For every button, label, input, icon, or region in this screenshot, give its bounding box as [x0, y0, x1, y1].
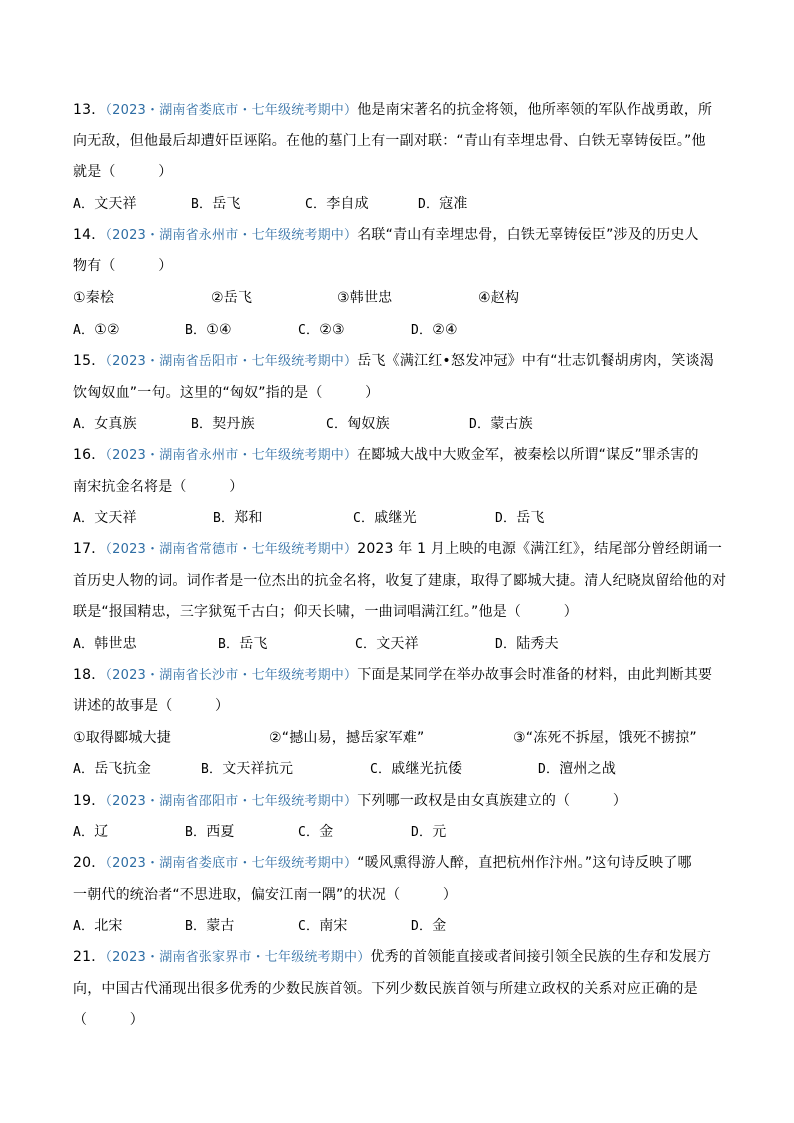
question-source: （2023・湖南省娄底市・七年级统考期中）: [105, 103, 358, 118]
item-1: ①取得郾城大捷: [73, 730, 171, 746]
question-14-stem: [73, 225, 699, 246]
question-text: 物有（ ）: [73, 258, 173, 274]
question-text: 一朝代的统治者“不思进取，偏安江南一隅”的状况（ ）: [73, 887, 458, 903]
item-2: ②岳飞: [211, 290, 253, 306]
option-a[interactable]: A．①②: [73, 322, 120, 338]
question-20-stem: [73, 853, 692, 874]
option-b[interactable]: B．郑和: [213, 510, 263, 526]
question-source: （2023・湖南省岳阳市・七年级统考期中）: [105, 354, 358, 369]
question-text: 首历史人物的词。词作者是一位杰出的抗金名将，收复了建康，取得了郾城大捷。清人纪晓岚留给他的对: [73, 573, 727, 589]
option-d[interactable]: D．岳飞: [495, 510, 545, 526]
option-d[interactable]: D．金: [411, 918, 447, 934]
option-b[interactable]: B．契丹族: [191, 416, 255, 432]
option-a[interactable]: A．韩世忠: [73, 636, 137, 652]
option-a[interactable]: A．文天祥: [73, 510, 137, 526]
question-text: 名联“青山有幸埋忠骨，白铁无辜铸佞臣”涉及的历史人: [357, 227, 699, 243]
option-c[interactable]: C．南宋: [298, 918, 348, 934]
question-text: 联是“报国精忠，三字狱冤千古白；仰天长啸，一曲词唱满江红。”他是（ ）: [73, 604, 578, 620]
option-b[interactable]: B．岳飞: [191, 196, 241, 212]
question-text: 优秀的首领能直接或者间接引领全民族的生存和发展方: [370, 949, 712, 965]
question-source: （2023・湖南省张家界市・七年级统考期中）: [105, 950, 371, 965]
question-text: 下列哪一政权是由女真族建立的（ ）: [357, 793, 628, 809]
option-c[interactable]: C．金: [298, 824, 334, 840]
option-d[interactable]: D．蒙古族: [469, 416, 533, 432]
question-text: “暖风熏得游人醉，直把杭州作汴州。”这句诗反映了哪: [357, 855, 692, 871]
question-source: （2023・湖南省长沙市・七年级统考期中）: [105, 668, 358, 683]
item-4: ④赵构: [478, 290, 520, 306]
question-text: 岳飞《满江红•怒发冲冠》中有“壮志饥餐胡虏肉，笑谈渴: [357, 353, 714, 369]
option-b[interactable]: B．①④: [185, 322, 232, 338]
item-3: ③“冻死不拆屋，饿死不掳掠”: [513, 730, 697, 746]
question-source: （2023・湖南省永州市・七年级统考期中）: [105, 228, 358, 243]
question-text: 在郾城大战中大败金军，被秦桧以所谓“谋反”罪杀害的: [357, 447, 699, 463]
question-number: 17．: [73, 541, 106, 557]
option-c[interactable]: C．戚继光: [353, 510, 417, 526]
question-21-stem: [73, 947, 711, 968]
option-b[interactable]: B．蒙古: [185, 918, 235, 934]
question-source: （2023・湖南省常德市・七年级统考期中）: [105, 542, 358, 557]
question-number: 14．: [73, 227, 106, 243]
question-17-stem: [73, 539, 722, 560]
option-a[interactable]: A．北宋: [73, 918, 123, 934]
option-b[interactable]: B．岳飞: [218, 636, 268, 652]
question-source: （2023・湖南省邵阳市・七年级统考期中）: [105, 794, 358, 809]
option-c[interactable]: C．戚继光抗倭: [370, 761, 463, 777]
question-number: 18．: [73, 667, 106, 683]
question-number: 19．: [73, 793, 106, 809]
question-number: 15．: [73, 353, 106, 369]
question-text: 讲述的故事是（ ）: [73, 698, 230, 714]
option-a[interactable]: A．岳飞抗金: [73, 761, 152, 777]
question-text: （ ）: [73, 1012, 144, 1028]
question-text: 向，中国古代涌现出很多优秀的少数民族首领。下列少数民族首领与所建立政权的关系对应正确的是: [73, 981, 698, 997]
option-c[interactable]: C．匈奴族: [326, 416, 390, 432]
option-d[interactable]: D．陆秀夫: [495, 636, 559, 652]
question-number: 16．: [73, 447, 106, 463]
question-text: 就是（ ）: [73, 164, 173, 180]
question-19-stem: [73, 791, 627, 812]
question-text: 2023 年 1 月上映的电源《满江红》，结尾部分曾经朗诵一: [357, 541, 723, 557]
item-1: ①秦桧: [73, 290, 115, 306]
option-b[interactable]: B．文天祥抗元: [201, 761, 294, 777]
question-source: （2023・湖南省永州市・七年级统考期中）: [105, 448, 358, 463]
question-text: 他是南宋著名的抗金将领，他所率领的军队作战勇敢，所: [357, 102, 713, 118]
question-13-stem: [73, 100, 712, 121]
question-text: 饮匈奴血”一句。这里的“匈奴”指的是（ ）: [73, 385, 380, 401]
option-b[interactable]: B．西夏: [185, 824, 235, 840]
question-text: 向无敌，但他最后却遭奸臣诬陷。在他的墓门上有一副对联：“青山有幸埋忠骨、白铁无辜铸佞臣。”他: [73, 133, 706, 149]
item-3: ③韩世忠: [337, 290, 393, 306]
option-c[interactable]: C．文天祥: [355, 636, 419, 652]
question-18-stem: [73, 665, 712, 686]
option-a[interactable]: A．女真族: [73, 416, 137, 432]
question-text: 南宋抗金名将是（ ）: [73, 479, 244, 495]
option-d[interactable]: D．②④: [411, 322, 458, 338]
option-d[interactable]: D．元: [411, 824, 447, 840]
item-2: ②“撼山易，撼岳家军难”: [269, 730, 425, 746]
option-c[interactable]: C．②③: [298, 322, 345, 338]
question-number: 13．: [73, 102, 106, 118]
option-a[interactable]: A．辽: [73, 824, 109, 840]
option-c[interactable]: C．李自成: [305, 196, 369, 212]
question-number: 21．: [73, 949, 106, 965]
option-a[interactable]: A．文天祥: [73, 196, 137, 212]
option-d[interactable]: D．澶州之战: [538, 761, 617, 777]
question-15-stem: [73, 351, 714, 372]
question-16-stem: [73, 445, 699, 466]
question-source: （2023・湖南省娄底市・七年级统考期中）: [105, 856, 358, 871]
question-number: 20．: [73, 855, 106, 871]
option-d[interactable]: D．寇准: [418, 196, 468, 212]
question-text: 下面是某同学在举办故事会时准备的材料，由此判断其要: [357, 667, 713, 683]
